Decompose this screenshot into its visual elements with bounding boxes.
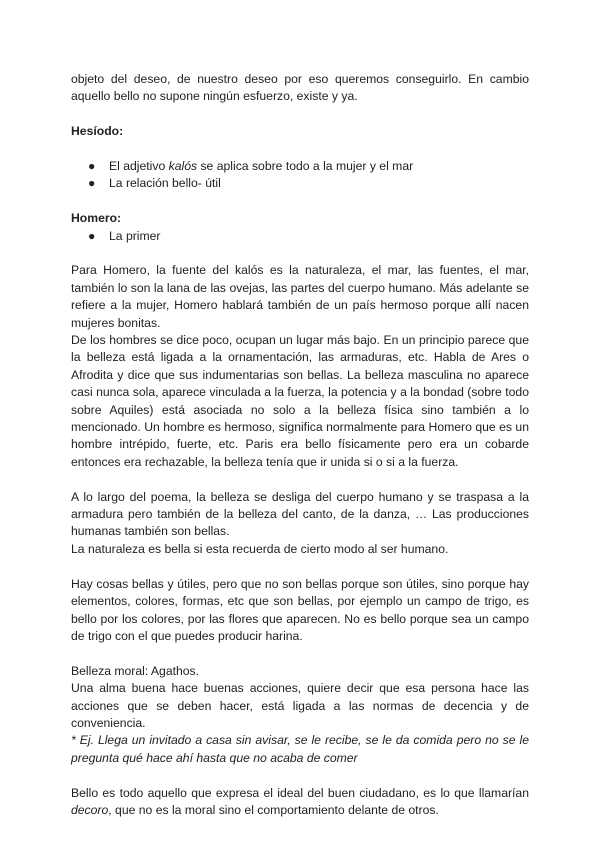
list-item [71, 228, 529, 245]
intro-line-2: aquello bello no supone ningún esfuerzo, existe y ya. [71, 89, 358, 104]
heading-homero: Homero: [71, 211, 122, 226]
paragraph-1: Para Homero, la fuente del kalós es la naturaleza, el mar, las fuentes, el mar, también lo son la lana de las ovejas, las partes del cuerpo humano. Más adelante se refiere a la mujer, Homero hablará también de un país hermoso porque allí nacen mujeres bonitas. [71, 263, 529, 330]
list-item-text-pre: El adjetivo [109, 159, 169, 173]
bullet-icon: ● [88, 228, 96, 243]
heading-hesiodo: Hesíodo: [71, 124, 124, 139]
paragraph-6-example: * Ej. Llega un invitado a casa sin avisar, se le recibe, se le da comida pero no se le pregunta qué hace ahí hasta que no acaba de comer [71, 733, 529, 765]
intro-line-1: objeto del deseo, de nuestro deseo por eso queremos conseguirlo. En cambio [71, 72, 529, 86]
paragraph-7 [71, 785, 529, 820]
hesiodo-list [71, 158, 529, 193]
list-item-text: La primer [109, 228, 161, 243]
list-item-text: La relación bello- útil [109, 176, 221, 191]
spacer [71, 558, 529, 575]
bullet-icon: ● [88, 176, 96, 191]
paragraph-7-text-pre: Bello es todo aquello que expresa el ideal del buen ciudadano, es lo que llamarían [71, 785, 529, 800]
spacer [71, 245, 529, 262]
paragraph-5: Hay cosas bellas y útiles, pero que no son bellas porque son útiles, sino porque hay elementos, colores, formas, etc que son bellas, por ejemplo un campo de trigo, es bello por los colores, por las flores que aparecen. No es bello porque sea un campo de trigo con el que puedes producir harina. [71, 576, 529, 643]
paragraph-6-title: Belleza moral: Agathos. [71, 663, 200, 678]
list-item-text-italic: kalós [168, 159, 198, 173]
bullet-icon: ● [88, 159, 96, 173]
list-item [71, 175, 529, 192]
paragraph-3: A lo largo del poema, la belleza se desliga del cuerpo humano y se traspasa a la armadura pero también de la belleza del canto, de la danza, … Las producciones humanas también son bellas. [71, 489, 529, 539]
spacer [71, 767, 529, 784]
paragraph-2: De los hombres se dice poco, ocupan un lugar más bajo. En un principio parece que la belleza está ligada a la ornamentación, las armaduras, etc. Habla de Ares o Afrodita y dice que sus indumentarias son bellas. La belleza masculina no aparece casi nunca sola, aparece vinculada a la fuerza, la potencia y a la bondad (sobre todo sobre Aquiles) está asociada no solo a la belleza física sino también a lo mencionado. Un hombre es hermoso, significa normalmente para Homero que es un hombre intrépido, fuerte, etc. Paris era bello físicamente pero era un cobarde entonces era rechazable, la belleza tenía que ir unida si o si a la fuerza. [71, 333, 529, 469]
spacer [71, 645, 529, 662]
spacer [71, 193, 529, 210]
paragraph-4: La naturaleza es bella si esta recuerda de cierto modo al ser humano. [71, 541, 449, 556]
paragraph-6: Una alma buena hace buenas acciones, quiere decir que esa persona hace las acciones que se deben hacer, está ligada a las normas de decencia y de conveniencia. [71, 681, 529, 730]
list-item [71, 158, 529, 175]
spacer [71, 471, 529, 488]
homero-list [71, 228, 529, 245]
paragraph-7-text-italic: decoro [71, 802, 109, 817]
list-item-text-post: se aplica sobre todo a la mujer y el mar [197, 159, 414, 173]
spacer [71, 106, 529, 123]
spacer [71, 141, 529, 158]
paragraph-7-text-post: , que no es la moral sino el comportamiento delante de otros. [108, 802, 439, 817]
